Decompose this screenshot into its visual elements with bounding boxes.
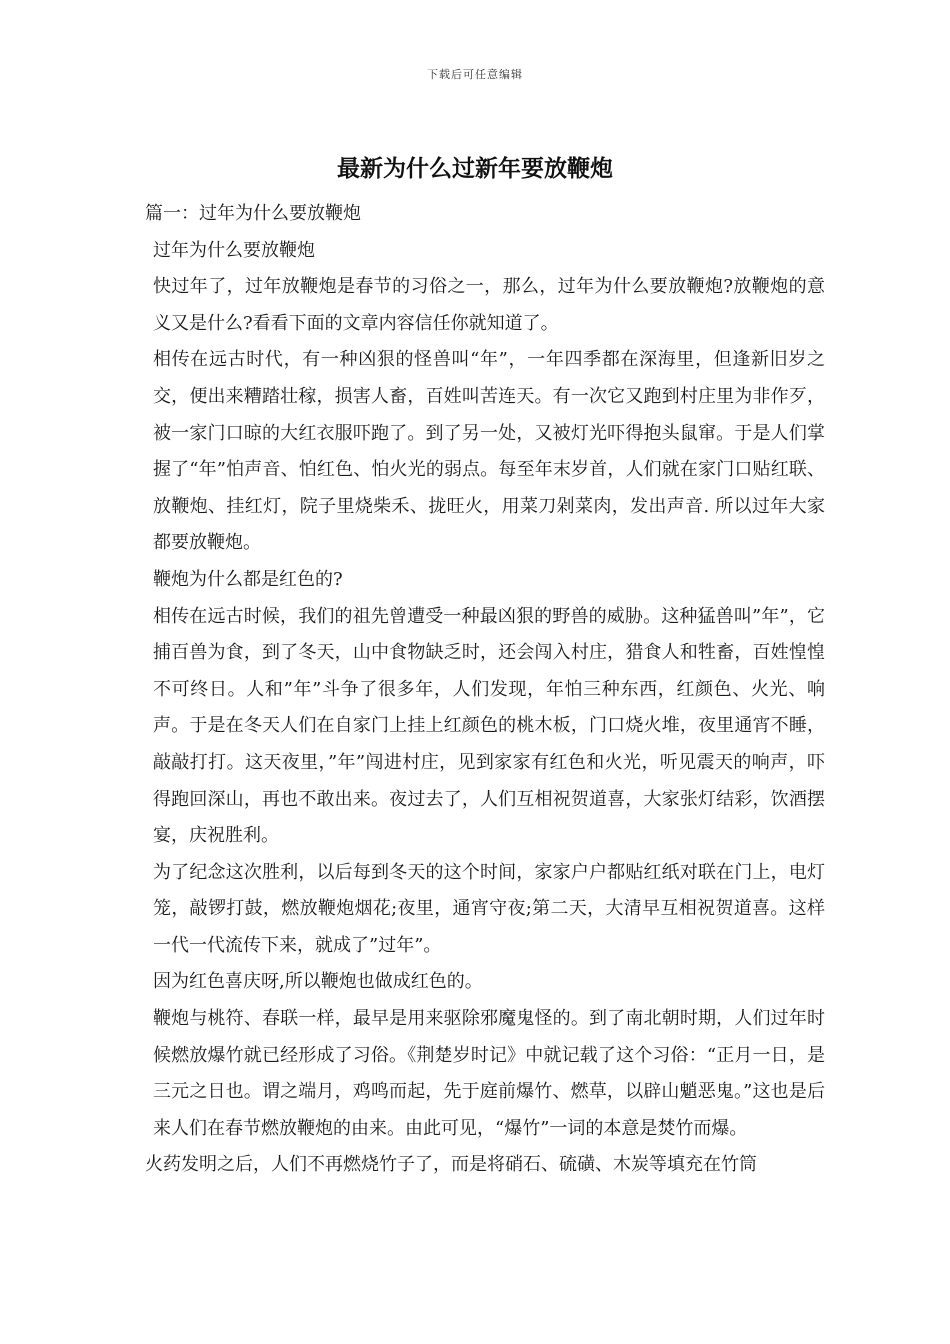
paragraph: 快过年了，过年放鞭炮是春节的习俗之一，那么，过年为什么要放鞭炮?放鞭炮的意义又是什么?看看下面的文章内容信任你就知道了。: [153, 276, 825, 334]
paragraph: 鞭炮与桃符、春联一样，最早是用来驱除邪魔鬼怪的。到了南北朝时期，人们过年时候燃放爆竹就已经形成了习俗。《荆楚岁时记》中就记载了这个习俗：“正月一日，是三元之日也。谓之端月，鸡鸣而起，先于庭前爆竹、燃草，以辟山魈恶鬼。”这也是后来人们在春节燃放鞭炮的由来。由此可见，“爆竹”一词的本意是焚竹而爆。: [153, 1008, 825, 1139]
paragraph: 过年为什么要放鞭炮: [153, 239, 315, 261]
paragraph: 篇一：过年为什么要放鞭炮: [145, 203, 361, 224]
document-title: 最新为什么过新年要放鞭炮: [337, 155, 613, 182]
header-note: 下载后可任意编辑: [427, 68, 523, 81]
paragraph: 火药发明之后，人们不再燃烧竹子了，而是将硝石、硫磺、木炭等填充在竹筒: [145, 1154, 757, 1176]
paragraph: 因为红色喜庆呀,所以鞭炮也做成红色的。: [153, 971, 483, 993]
document-body: [145, 196, 825, 1184]
paragraph: 相传在远古时候，我们的祖先曾遭受一种最凶狠的野兽的威胁。这种猛兽叫”年”，它捕百兽为食，到了冬天，山中食物缺乏时，还会闯入村庄，猎食人和牲畜，百姓惶惶不可终日。人和”年”斗争了很多年，人们发现，年怕三种东西，红颜色、火光、响声。于是在冬天人们在自家门上挂上红颜色的桃木板，门口烧火堆，夜里通宵不睡，敲敲打打。这天夜里，”年”闯进村庄，见到家家有红色和火光，听见震天的响声，吓得跑回深山，再也不敢出来。夜过去了，人们互相祝贺道喜，大家张灯结彩，饮酒摆宴，庆祝胜利。: [153, 605, 825, 847]
paragraph: 为了纪念这次胜利，以后每到冬天的这个时间，家家户户都贴红纸对联在门上，电灯笼，敲锣打鼓，燃放鞭炮烟花;夜里，通宵守夜;第二天，大清早互相祝贺道喜。这样一代一代流传下来，就成了”过年”。: [153, 861, 825, 956]
paragraph: 相传在远古时代，有一种凶狠的怪兽叫“年”，一年四季都在深海里，但逢新旧岁之交，便出来糟踏壮稼，损害人畜，百姓叫苦连天。有一次它又跑到村庄里为非作歹，被一家门口晾的大红衣服吓跑了。到了另一处，又被灯光吓得抱头鼠窜。于是人们掌握了“年”怕声音、怕红色、怕火光的弱点。每至年末岁首，人们就在家门口贴红联、放鞭炮、挂红灯，院子里烧柴禾、拢旺火，用菜刀剁菜肉，发出声音. 所以过年大家都要放鞭炮。: [153, 349, 825, 554]
paragraph: 鞭炮为什么都是红色的?: [153, 568, 343, 590]
